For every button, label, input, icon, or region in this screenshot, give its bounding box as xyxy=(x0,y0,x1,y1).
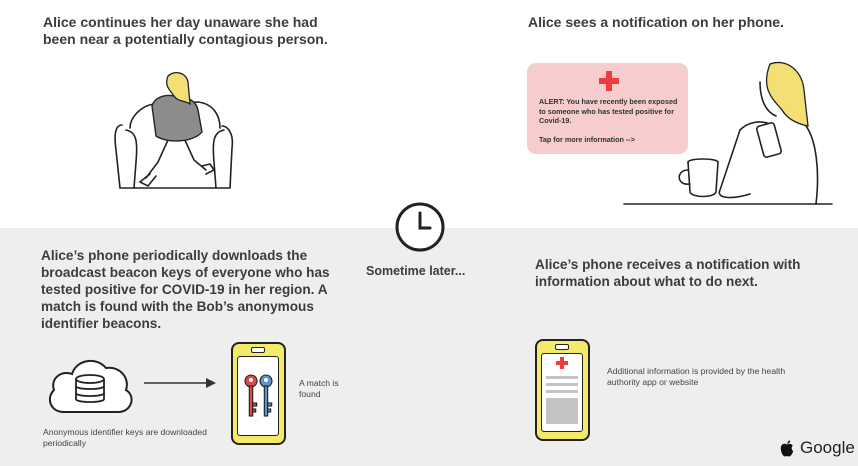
key-pair-icon xyxy=(238,357,278,435)
alert-text: ALERT: You have recently been exposed to someone who has tested positive for Covid-19. xyxy=(539,97,678,125)
match-caption: A match is found xyxy=(299,378,339,399)
google-wordmark: Google xyxy=(800,438,855,457)
phone-with-info xyxy=(535,339,590,441)
sometime-later-label: Sometime later... xyxy=(366,264,466,278)
phone-speaker xyxy=(555,344,569,350)
clock-icon xyxy=(394,201,446,253)
medical-cross-icon xyxy=(599,71,619,91)
apple-logo-icon xyxy=(780,440,794,457)
cloud-database-icon xyxy=(44,352,136,418)
medical-cross-icon xyxy=(556,357,568,369)
alice-in-chair-illustration xyxy=(110,70,240,192)
alert-tap-link[interactable]: Tap for more information --> xyxy=(539,135,635,144)
info-line xyxy=(546,376,578,379)
cloud-caption: Anonymous identifier keys are downloaded periodically xyxy=(43,427,207,448)
top-right-heading: Alice sees a notification on her phone. xyxy=(528,14,784,30)
phone-with-keys xyxy=(231,342,286,445)
alice-with-phone-illustration xyxy=(620,60,835,208)
info-image-block xyxy=(546,398,578,424)
info-line xyxy=(546,383,578,386)
bottom-left-heading: Alice’s phone periodically downloads the broadcast beacon keys of everyone who has tested positive for COVID-19 in her region. A match is found with the Bob’s anonymous identifier beacons. xyxy=(41,248,330,331)
phone-screen xyxy=(237,356,279,436)
top-left-heading: Alice continues her day unaware she had been near a potentially contagious person. xyxy=(43,14,328,47)
info-caption: Additional information is provided by the health authority app or website xyxy=(607,366,786,387)
phone-screen xyxy=(541,353,583,432)
phone-speaker xyxy=(251,347,265,353)
info-line xyxy=(546,390,578,393)
arrow-right-icon xyxy=(142,377,220,389)
brand-logos xyxy=(780,436,855,460)
bottom-right-heading: Alice’s phone receives a notification with information about what to do next. xyxy=(535,257,801,289)
